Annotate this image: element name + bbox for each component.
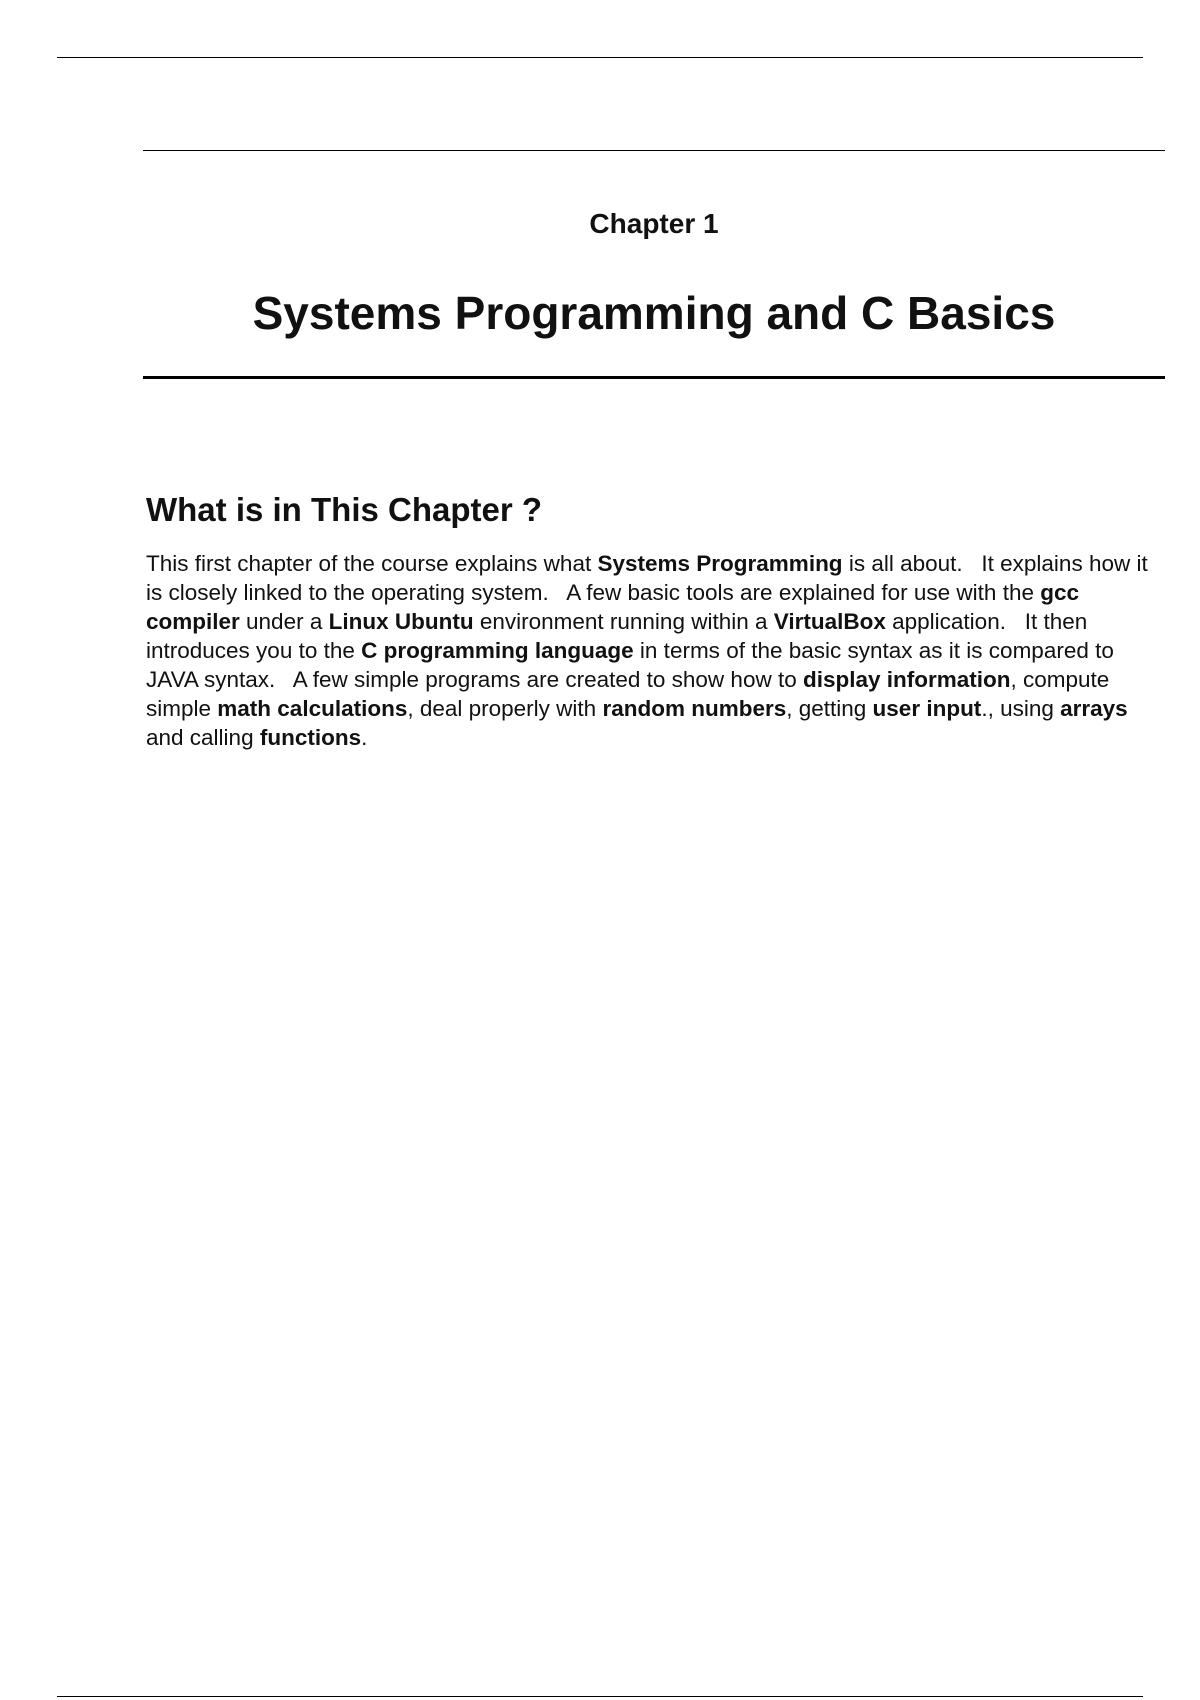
term-math-calculations: math calculations [217, 696, 408, 721]
term-virtualbox: VirtualBox [773, 609, 886, 634]
term-linux-ubuntu: Linux Ubuntu [328, 609, 474, 634]
paragraph-text: and calling [146, 696, 1134, 750]
paragraph-text: . [361, 725, 368, 750]
term-user-input: user input [872, 696, 982, 721]
paragraph-text: environment running within a [473, 609, 774, 634]
term-display-information: display information [802, 667, 1011, 692]
term-arrays: arrays [1060, 696, 1128, 721]
paragraph-text: , getting [786, 696, 873, 721]
intro-paragraph [146, 549, 1164, 752]
paragraph-text: is all about. It explains how it is closely linked to the operating system. A few basic tools are explained for use with the [146, 551, 1154, 605]
paragraph-text: , compute simple [146, 667, 1116, 721]
paragraph-text: under a [239, 609, 329, 634]
page-header-rule [57, 57, 1143, 58]
page-footer-rule [57, 1696, 1143, 1697]
section-heading: What is in This Chapter ? [146, 491, 543, 528]
term-functions: functions [259, 725, 362, 750]
chapter-number: Chapter 1 [589, 208, 719, 239]
chapter-title: Systems Programming and C Basics [252, 287, 1056, 339]
term-gcc-compiler: gcc compiler [146, 580, 1086, 634]
term-systems-programming: Systems Programming [597, 551, 843, 576]
chapter-title-rule-bottom [143, 376, 1165, 379]
term-random-numbers: random numbers [602, 696, 787, 721]
paragraph-text: This first chapter of the course explains what [146, 551, 598, 576]
paragraph-text: ., using [981, 696, 1061, 721]
paragraph-text: application. It then introduces you to the [146, 609, 1094, 663]
term-c-programming-language: C programming language [361, 638, 634, 663]
paragraph-text: in terms of the basic syntax as it is compared to JAVA syntax. A few simple programs are created to show how to [146, 638, 1121, 692]
paragraph-text: , deal properly with [407, 696, 603, 721]
chapter-title-rule-top [143, 150, 1165, 151]
